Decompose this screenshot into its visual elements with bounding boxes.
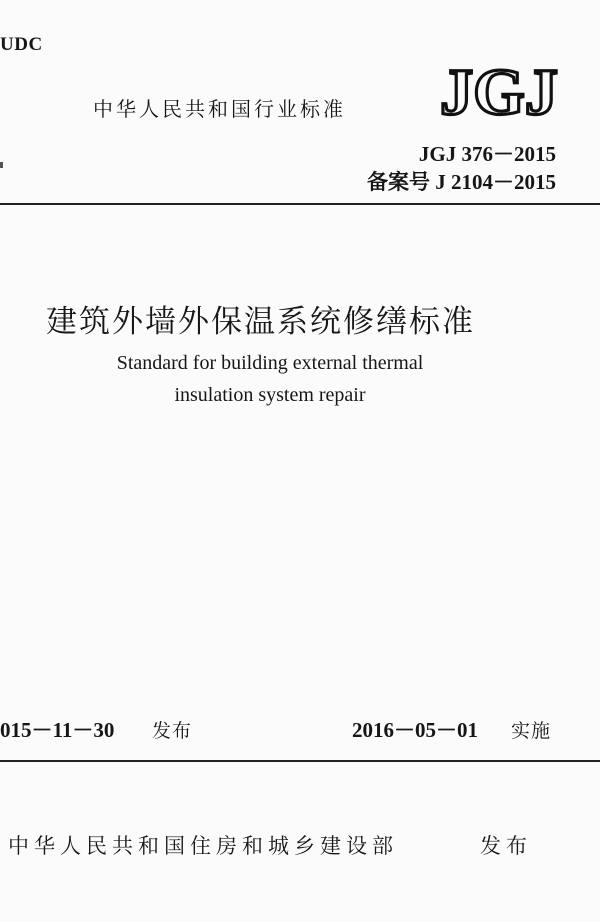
jgj-logo-icon xyxy=(438,58,560,120)
edge-mark xyxy=(0,162,3,168)
standard-number: JGJ 376－2015 xyxy=(418,142,556,166)
publish-label: 发布 xyxy=(480,834,532,858)
title-chinese: 建筑外墙外保温系统修缮标准 xyxy=(46,304,475,340)
jgj-logo-text: JGJ xyxy=(440,58,558,120)
record-number: 备案号 J 2104－2015 xyxy=(367,170,556,194)
title-english-line-2: insulation system repair xyxy=(174,384,366,406)
udc-label: UDC xyxy=(0,34,43,55)
issue-label: 发布 xyxy=(152,720,193,742)
issue-date: 015－11－30 xyxy=(0,718,115,742)
publisher-name: 中华人民共和国住房和城乡建设部 xyxy=(8,834,398,858)
top-divider xyxy=(0,203,600,205)
implementation-date: 2016－05－01 xyxy=(352,718,478,742)
implementation-label: 实施 xyxy=(511,720,552,742)
bottom-divider xyxy=(0,760,600,762)
industry-standard-heading: 中华人民共和国行业标准 xyxy=(93,97,346,121)
title-english-line-1: Standard for building external thermal xyxy=(116,352,424,374)
